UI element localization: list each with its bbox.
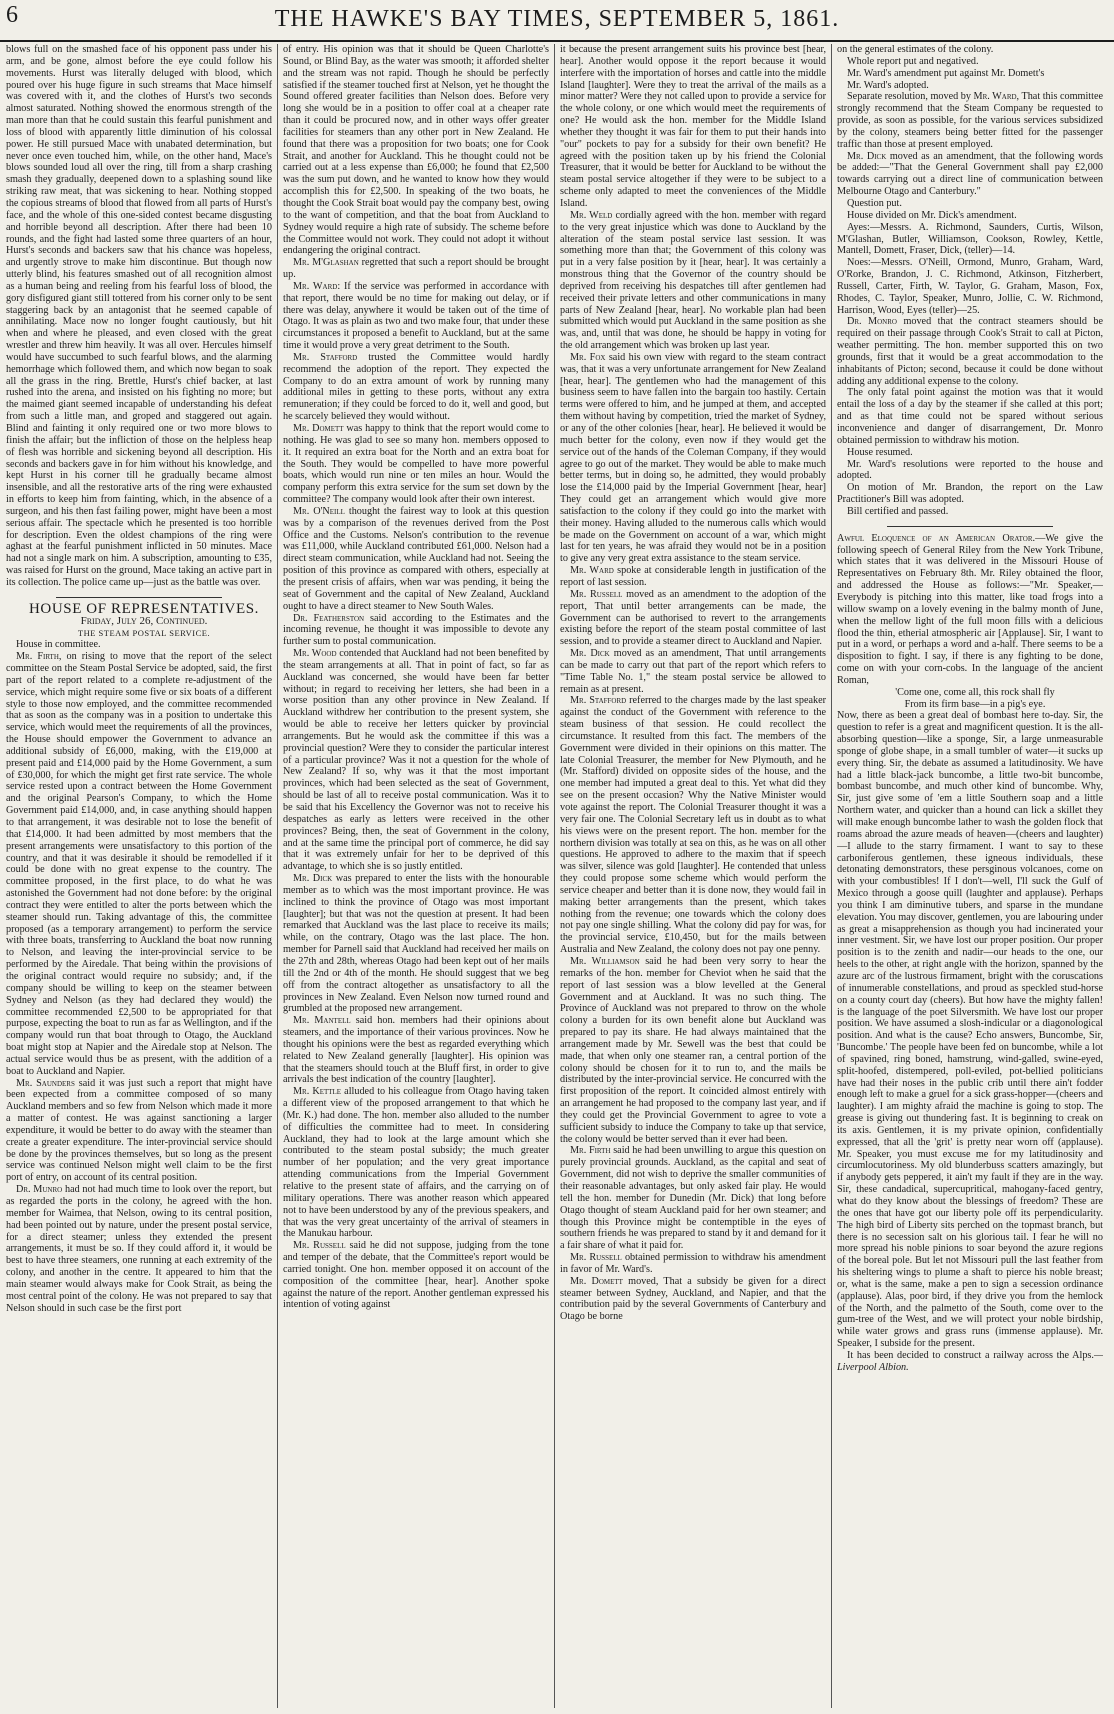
noes-list: Noes:—Messrs. O'Neill, Ormond, Munro, Graham, Ward, O'Rorke, Brandon, J. C. Richmond, Atkinson, Fitzherbert, Russell, Carter, Firth, W. Taylor, G. Graham, Mason, Fox, Rhodes, C. Taylor, Speaker, Munro, Jollie, C. W. Richmond, Harrison, Wood, Eyes (teller)—25. [837, 257, 1103, 316]
proceedings-line: Mr. Ward's amendment put against Mr. Domett's [847, 67, 1045, 79]
speech-text: moved, That a subsidy be given for a direct steamer between Sydney, Auckland, and Napier, and that the contribution paid by the several Governments of Canterbury and Otago be borne [560, 1275, 826, 1323]
speaker: Mr. O'Neill [293, 505, 345, 517]
speech [560, 648, 826, 695]
speaker: Mr. Ward: [293, 280, 341, 292]
speech [560, 1252, 826, 1276]
column-4 [837, 44, 1103, 1708]
speaker: Mr. Domett [293, 423, 344, 434]
speaker: Dr. Munro [16, 1184, 63, 1196]
speech [283, 1240, 549, 1311]
railway-text: It has been decided to construct a railway across the Alps. [847, 1349, 1094, 1361]
speech-text: said he had been unwilling to argue this question on purely provincial grounds. Auckland, as the capital and seat of Government, did not wish to deprive the smaller communities of their reasonable advantages, but only asked fair play. He would tell the hon. member for Dunedin (Mr. Dick) that long before Otago thought of steam Auckland paid for her own steamer; and though this Province might be contemptible in the eyes of southern friends he was prepared to stand by it and demand for it a fair share of what it paid for. [560, 1145, 826, 1252]
newspaper-title: THE HAWKE'S BAY TIMES, SEPTEMBER 5, 1861. [274, 6, 840, 32]
column-rule [831, 44, 832, 1708]
resolution [837, 91, 1103, 150]
committee-line: House in committee. [16, 639, 101, 651]
speech-text: was prepared to enter the lists with the honourable member as to which was the most important province. He was inclined to think the province of Otago was most important [laughter]; but that was not the question at present. It had been remarked that Auckland was the last place to receive its mails; while, on the contrary, Otago was the last place. The hon. member for Parnell said that Auckland had received her mails on the 27th and 28th, whereas Otago had been kept out of her mails till the 2nd or 4th of the month. He should suggest that we beg off from the contract altogether as unsatisfactory to all the provinces in New Zealand. Even Nelson now turned round and grumbled at the proposed new arrangement. [283, 873, 549, 1015]
speech [283, 1086, 549, 1240]
speech-text: obtained permission to withdraw his amendment in favor of Mr. Ward's. [560, 1252, 826, 1275]
speech [560, 695, 826, 956]
ayes-list: Ayes:—Messrs. A. Richmond, Saunders, Curtis, Wilson, M'Glashan, Butler, Williamson, Cookson, Rowley, Kettle, Mantell, Domett, Fraser, Dick, (teller)—14. [837, 221, 1103, 257]
speaker: Mr. Saunders [16, 1077, 75, 1089]
proceedings-line: The only fatal point against the motion was that it would entail the loss of a day by the steamer if she called at this port; and as that time could not be spared without serious inconvenience and danger of disarrangement, Dr. Monro obtained permission to withdraw his motion. [837, 387, 1103, 446]
speech [560, 565, 826, 589]
speech [283, 873, 549, 1015]
section-divider [887, 526, 1053, 527]
speech-text: was happy to think that the report would come to nothing. He was glad to see so many hon. members opposed to it. It required an extra boat for the North and an extra boat for the South. They would be compelled to have more powerful boats, which would run nine or ten miles an hour. Would the company perform this extra service for the sum set down by the committee? The company would look after their own interest. [283, 423, 549, 506]
speech [283, 423, 549, 506]
article-opening [837, 533, 1103, 687]
speech [283, 281, 549, 352]
speaker: Mr. Domett [570, 1275, 623, 1287]
continued-speech: of entry. His opinion was that it should be Queen Charlotte's Sound, or Blind Bay, as the water was smooth; it afforded shelter and the stream was not rapid. Though he should be perfectly satisfied if the steamer touched first at Nelson, yet he thought the Sound offered greater facilities than Nelson does. Before very long she would be in a position to offer coal at a cheaper rate than it could be procured now, and in other ways offer greater facilities for steamers than any other port in New Zealand. He found that there was a proposition for two boats; one for Cook Strait, and another for Auckland. This he thought could not be carried out at a less expense than £6,000; he found that £2,500 was the sum put down, and he wanted to know how they would accomplish this for £2,500. In speaking of the two boats, he thought the Cook Strait boat would pay the company best, owing to the want of competition, and that the boat from Auckland to Sydney would require a high rate of subsidy. The scheme before the Committee would not work. They could not adopt it without endangering the original contract. [283, 44, 549, 257]
proceedings-line: Mr. Ward's adopted. [847, 79, 929, 91]
speaker: Mr. Ward, [973, 91, 1020, 103]
resolution-text: That this committee strongly recommend that the Steam Company be requested to provide, as soon as possible, for the various services subsidized by the colony, steamers being better fitted for the passenger traffic than those at present employed. [837, 91, 1103, 150]
speech [560, 956, 826, 1146]
speech-text: said it was just such a report that might have been expected from a committee composed of so many Auckland members and so few from Nelson which made it more a matter of contest. He was against sanctioning a larger expenditure, it would be better to do away with the steamer than create a greater expenditure. The inter-provincial service should be done by the provinces themselves, but so long as the present service was continued Nelson might well claim to be the first port of entry, on account of its central position. [6, 1077, 272, 1184]
speech-text: said hon. members had their opinions about steamers, and the importance of their various provinces. Now he thought his opinions were the best as regarded everything which related to New Zealand generally [laughter]. His opinion was that the steamers should touch at the Bluff first, in order to give arrivals the best indication of the country [laughter]. [283, 1015, 549, 1086]
speaker: Mr. Fox [570, 351, 606, 363]
proceedings-line: Mr. Ward's resolutions were reported to the house and adopted. [837, 458, 1103, 482]
date-line: Friday, July 26, Continued. [80, 614, 208, 627]
speech-text: had not had much time to look over the report, but as regarded the ports in the colony, he agreed with the hon. member for Waimea, that Nelson, owing to its central position, had been pointed out by nature, under the present postal service, for a direct steamer; unless they extended the present arrangements, it must be so. If they could afford it, it would be best to have three steamers, one running at each extremity of the colony, and another in the centre. It appeared to him that the main steamer would always make for Cook Strait, as being the most central point of the colony. He was not prepared to say that Nelson should in such case be the first port [6, 1184, 272, 1314]
section-divider [56, 597, 222, 598]
proceedings-line: On motion of Mr. Brandon, the report on the Law Practitioner's Bill was adopted. [837, 482, 1103, 506]
speech [560, 589, 826, 648]
proceedings-line: House resumed. [847, 446, 913, 458]
proceedings-line: on the general estimates of the colony. [837, 44, 994, 55]
proceedings-line: Bill certified and passed. [847, 505, 949, 517]
speech-text: cordially agreed with the hon. member with regard to the very great injustice which was done to Auckland by the alteration of the steam postal service last session. It was something more than that; the Government of this colony was put in a very false position by it [hear, hear]. It was certainly a monstrous thing that the Governor of the country should be deprived from receiving his despatches till after gentlemen had received their private letters and other communications in many parts of New Zealand [hear, hear]. No workable plan had been submitted which would put Auckland in the same position as she was, and, until that was done, he should be happy in voting for the old arrangement which was broken up last year. [560, 209, 826, 352]
speech [6, 1078, 272, 1185]
speaker: Mr. Russell [570, 588, 623, 600]
column-2 [283, 44, 549, 1708]
house-heading: HOUSE OF REPRESENTATIVES. [28, 600, 260, 617]
speaker: Mr. Dick [847, 150, 887, 162]
verse-line: From its firm base—in a pig's eye. [904, 698, 1046, 710]
resolution-lead: Separate resolution, moved by [847, 91, 971, 103]
speech-text: said according to the Estimates and the incoming revenue, he thought it was impossible to devote any further sum to postal communication. [283, 612, 549, 648]
speaker: Mr. Stafford [570, 695, 627, 707]
speaker: Mr. M'Glashan [293, 257, 359, 269]
verse-line: 'Come one, come all, this rock shall fly [895, 686, 1055, 698]
speech-text: moved that the contract steamers should be required on their passage through Cook's Strait to call at Picton, weather permitting. The hon. member supported this on two grounds, first that it would be a great accommodation to the inhabitants of Picton; second, because it could be done without adding any additional expense to the colony. [837, 316, 1103, 387]
amendment [837, 151, 1103, 198]
speech-text: If the service was performed in accordance with that report, there would be no time for making out delay, or if there was delay, anywhere it would be taken out of the time of Otago. It was as plain as two and two make four, that under these circumstances it proposed a benefit to Auckland, but at the same time it would prove a very great detriment to the South. [283, 280, 549, 352]
speech-text: moved as an amendment, That until arrangements can be made to carry out that part of the report which refers to "Time Table No. 1," the steam postal service be allowed to remain as at present. [560, 648, 826, 695]
speaker: Mr. Russell [293, 1240, 346, 1252]
speech-text: said he had been very sorry to hear the remarks of the hon. member for Cheviot when he said that the report of last session was a blow levelled at the General Government and at Auckland. It was no such thing. The Province of Auckland was not prepared to throw on the whole colony a burden for its own benefit alone but Auckland was prepared to pay its share. He had always maintained that the arrangement made by Mr. Sewell was the best that could be made, that when only one steamer ran, a central portion of the colony should be chosen for it to run to, and the mails be distributed by the inter-provincial service. He concurred with the first proposition of the report. It coincided almost entirely with an arrangement he had proposed to the company last year, and if they could get the Provincial Government to agree to vote a sufficient subsidy to induce the Company to take up that service, the colony would be better served than it ever had been. [560, 955, 826, 1145]
topic-heading: THE STEAM POSTAL SERVICE. [77, 627, 211, 638]
continued-speech: it because the present arrangement suits his province best [hear, hear]. Another would oppose it the report because it would interfere with the importation of horses and cattle into the middle Island [laughter]. Were they to treat the arrival of the mails as a minor matter? Were they not called upon to provide a service for the whole colony, or one which would meet the requirements of one? He would ask the hon. member for the Middle Island whether they thought it was fair for them to put their hands into "our" pockets to pay for a subsidy for their own benefit? He agreed with the position taken up by his friend the Colonial Treasurer, that it would be better for Auckland to be without the steam postal service altogether if they were to be subject to a scheme only adapted to meet the conveniences of the Middle Island. [560, 44, 826, 209]
article-title: Awful Eloquence of an American Orator. [837, 532, 1036, 544]
speech [283, 613, 549, 649]
speaker: Mr. Russell [570, 1252, 622, 1264]
column-3 [560, 44, 826, 1708]
column-1 [6, 44, 272, 1708]
speech-text: on rising to move that the report of the select committee on the Steam Postal Service be adopted, said, the first part of the report related to a complete re-adjustment of the service, which might require some five or six boats of a different style to those now employed, and the committee recommended that as soon as the company was in a position to undertake this service, which would meet the requirements of all the provinces, the House should empower the Government to advance an additional subsidy of £6,000, making, with the £19,000 at present paid and £14,000 paid by the Home Government, a sum of £30,000, for which the might get first rate service. The whole service rested upon a contract between the Home Government and the original Pearson's Company, to which the Home Government paid £14,000, and, in case anything should happen to that arrangement, it was desirable not to lose the benefit of that £14,000. It had been admitted by most members that the present arrangements were unsatisfactory to this portion of the country, and that it was desirable it should be remodelled if it could be done with no great expense to the country. The committee proposed, in the first place, to do what he was astonished the Government had not done before: by the original contract they were entitled to alter the ports between which the steamer should run. Taking advantage of this, the committee proposed (as a temporary arrangement) to perform the service with three boats, transferring to Auckland the boat now running to Nelson, and leaving the inter-provincial service to be performed by the Airedale. That being within the provisions of the original contract would require no subsidy; and, if the company should be willing to keep on the steamer between Sydney and Nelson (as they had declared they would) the committee recommended £2,500 to be appropriated for that purpose, expecting the boat to run as far as Wellington, and if the company would run that boat through to Otago, the Auckland boat might stop at Napier and the Airedale stop at Nelson. The actual service would thus be as present, with the addition of a boat to Auckland and Napier. [6, 651, 272, 1077]
speech-text: referred to the charges made by the last speaker against the conduct of the Government with reference to the steam business of that session. He could recollect the circumstance. It resulted from this fact. The members of the Government were divided in their opinions on this matter. The late Colonial Treasurer, the member for New Plymouth, and he (Mr. Stafford) divided on opposite sides of the house, and the one member had imputed a great deal to this. Yet what did they see on the present occasion? Why the Native Minister would vote against the report. The Colonial Treasurer thought it was a very fair one. The Colonial Secretary left us in doubt as to what his views were on the present report. The hon. member for the northern division was totally at sea on this, as he was on all other questions. He approved to adhere to the maxim that if speech was silver, silence was gold [laughter]. He contended that unless they could propose some scheme which would perform the service cheaper and better than it is done now, they would fail in making better arrangements than the present, which takes nothing from the revenue; one towards which the colony does not pay one single shilling. What the colony did pay for was, for the provincial service, £10,450, but for the mails between Australia and New Zealand, the colony does not pay one penny. [560, 695, 826, 956]
speaker: Mr. Williamson [570, 955, 640, 967]
prize-fight-report: blows full on the smashed face of his opponent pass under his arm, and be gone, almost before the eye could follow his movements. Hurst was literally deluged with blood, which poured over his huge figure in such streams that Mace himself was covered with it, and the clothes of Hurst's two seconds almost saturated. Nothing showed the enormous strength of the man more than that he could sustain this fearful punishment and loss of blood with apparently little diminution of his colossal power. He still pursued Mace with unabated determination, but never once even touched him, while, on the other hand, Mace's blows sounded loud all over the ring, till from a sharp crashing smash they gradually, deepened down to a splashing sound like striking raw meat, that was sickening to hear. Nothing stopped the copious streams of blood that flowed from all parts of Hurst's face, and the whole of this one-sided contest became disgusting and horrible beyond all description. After there had been 10 rounds, and the fight had lasted some three quarters of an hour, Hurst's seconds and backers saw that his chance was hopeless, and urgently strove to make him discontinue. But though now utterly blind, his features smashed out of all recognition almost as a human being and reeling from his fearful loss of blood, the gory disfigured giant still tottered from his corner only to be sent staggering back by an antagonist that he seemed capable of annihilating. Mace now no longer fought cautiously, but hit when and where he pleased, and even closed with the great wrestler and threw him heavily. It was all over. Hercules himself would have succumbed to such fearful blows, and the alarming hemorrhage which followed them, and which now began to soak all the grass in the ring. Brettle, Hurst's chief backer, at last rushed into the arena, and insisted on his fighting no more; but the maimed giant seemed incapable of understanding his defeat from such a little man, and groped and staggered out again. Blind and fainting it only required one or two more blows to finish the affair; but the infliction of those on the helpless heap of flesh was horrible and sickening beyond all description. His seconds and backers gave in for him without his knowledge, and kept Hurst in his corner till he gradually became almost insensible, and all the restorative arts of the ring were exhausted in efforts to keep him from fainting, which, in the absence of a surgeon, and his then fast failing power, might have been a most serious affair. The spectacle which he presented is too horrible for description. Even the oldest champions of the ring were aghast at the fearful punishment inflicted in 50 minutes. Mace had not a single mark on him. A subscription, amounting to £35, was raised for Hurst on the ground, Mace taking an active part in its collection. The police came up—just as the battle was over. [6, 44, 272, 588]
speaker: Mr. Firth, [16, 651, 62, 663]
speaker: Mr. Wood [293, 648, 337, 660]
speech-text: thought the fairest way to look at this question was by a comparison of the revenues derived from the Post Office and the Customs. Nelson's contribution to the revenue was £11,000, while Auckland contributed £61,000. Nelson had a direct steam communication, while Auckland had not. Seeing the position of this province as compared with others, especially at the present crisis of affairs, when war was pending, it being the seat of Government and the capital of New Zealand, Auckland ought to have a direct steamer to New South Wales. [283, 505, 549, 612]
article-intro: —We give the following speech of General Riley from the New York Tribune, which states that it was delivered in the Missouri House of Representatives on February 8th. Mr. Riley obtained the floor, and addressed the House as follows:—"Mr. Speaker,—Everybody is pitching into this matter, like toad frogs into a willow swamp on a lovely evening in the balmy month of June, when the mellow light of the full moon fills with a delicious flood the thin, etherial atmospheric air [Applause]. Sir, I want to put in a word, or perhaps a word and a-half. There seems to be a disposition to fight. I say, if there is any fighting to be done, come on with your corn-cobs. In the language of the ancient Roman, [837, 532, 1103, 686]
speaker: Mr. Weld [570, 209, 613, 221]
speech [560, 1145, 826, 1252]
speech [6, 1184, 272, 1314]
source-credit: —Liverpool Albion. [837, 1349, 1103, 1373]
speech [560, 210, 826, 352]
column-rule [277, 44, 278, 1708]
railway-note [837, 1350, 1103, 1374]
speaker: Mr. Firth [570, 1145, 611, 1157]
proceedings-line: Whole report put and negatived. [847, 55, 979, 67]
speech-text: regretted that such a report should be brought up. [283, 257, 549, 281]
division-line: House divided on Mr. Dick's amendment. [847, 209, 1017, 221]
speech-text: moved as an amendment to the adoption of the report, That until better arrangements can be made, the Government can be authorised to revert to the arrangements existing before the report of the steam postal committee of last session, and to provide a steamer direct to Auckland and Napier. [560, 588, 826, 648]
speaker: Mr. Kettle [293, 1086, 342, 1098]
speech [560, 352, 826, 565]
speaker: Dr. Monro [847, 316, 897, 328]
speech-text: said his own view with regard to the steam contract was, that it was a very unfortunate arrangement for New Zealand [hear, hear]. The gentlemen who had the management of this business seem to have fallen into the bargain too hastily. Certain terms were offered to him, and he jumped at them, and accepted them without having by competition, tried the market of Sydney, or any of the other colonies [hear, hear]. He believed it would be much better for the colony, even now if they would get the service out of the hands of the Coleman Company, if they would agree to go out of the market. They would be able to make much better terms, but in doing so, he admitted, they would probably lose the £14,000 paid by the Imperial Government [hear, hear] They could get an arrangement which would give more satisfaction to the colony if they could go into the market with their money. Having alluded to the numerous calls which would be made on the Government on account of a war, which might last for ten years, he was afraid they would not be in a position to give any very great extra assistance to the steam service. [560, 351, 826, 565]
masthead [0, 0, 1114, 42]
speech [560, 1276, 826, 1323]
speech-text: contended that Auckland had not been benefited by the steam arrangements at all. That in point of fact, so far as Auckland was concerned, she would have been far better without; in regard to receiving her letters, she had been in a worse position than any other province in New Zealand. If Auckland withdrew her contribution to the present system, she would be able to receive her letters quicker by provincial arrangements. But he would ask the committee if this was a provincial question? Were they to consider the particular interest of a particular province? Was it not a question for the whole of New Zealand? If so, why was it that the most important provinces, which had been selected as the seat of Government, should be last of all to receive postal communication. Was it to be said that his Excellency the Governor was not to receive his despatches as early as letters were received in the other provinces? Being, then, the seat of Government in the colony, and at the same time the principal port of commerce, he did say that it was extremely unfair for her to be deprived of this advantage, to which she is so justly entitled. [283, 648, 549, 873]
speaker: Mr. Dick [293, 873, 333, 885]
speech [283, 1015, 549, 1086]
speaker: Mr. Mantell [293, 1015, 351, 1027]
speech-text: trusted the Committee would hardly recommend the adoption of the report. They expected the Company to do an extra amount of work by running many additional miles in getting to these ports, without any extra remuneration; if they could be forced to do it, well and good, but he scarcely believed they would without. [283, 351, 549, 423]
division-line: Question put. [847, 197, 902, 209]
speech [283, 257, 549, 281]
speech [283, 352, 549, 423]
speaker: Mr. Ward [570, 565, 614, 577]
speech [6, 651, 272, 1077]
speech [837, 316, 1103, 387]
speech [283, 506, 549, 613]
speech [283, 648, 549, 873]
speaker: Mr. Dick [570, 648, 610, 660]
page-number: 6 [6, 2, 18, 28]
speech-text: alluded to his colleague from Otago having taken a different view of the proposed arrangement to that which he (Mr. K.) had done. The hon. member also alluded to the number of difficulties the committee had to meet. In considering Auckland, they had to look at the large amount which she contributed to the steam postal subsidy; the much greater number of her population; and the very great importance attending communications from the Imperial Government relative to the present state of affairs, and the carrying on of military operations. There was another reason which appeared not to have been understood by any of the previous speakers, and that was the very great uncertainty of the arrival of steamers in the Manukau harbour. [283, 1086, 549, 1240]
article-body: Now, there as been a great deal of bombast here to-day. Sir, the question to refer is a great and magnificent question. It is the all-absorbing question—like a sponge, Sir, a large unmeasurable sponge of globe shape, in a small tumbler of water—it sucks up every thing. Sir, the debate as assumed a latitudinosity. We have had a little black-jack buncombe, a little two-bit buncombe, bombast buncombe, and much other kind of buncombe. Why, Sir, just give some of 'em a little Southern soap and a little Northern water, and quicker than a hound can lick a skillet they will make enough buncombe lather to wash the golden flock that roams abroad the azure meads of heaven—(cheers and laughter)—I allude to the starry firmament. I want to say to these carboniferous gentlemen, these igneous individuals, these detonating demonstrators, these persginous volcanoes, come on with your combustibles! If I don't—well, I'll suck the Gulf of Mexico through a goose quill (laughter and applause). Perhaps you think I am diminutive tubers, and sparse in the mundane elevation. You may discover, gentlemen, you are labouring under as great a misapprehension as though you had incinerated your inner vestment. Sir, we have lost our proper position. Our proper position is to the zenith and nadir—our heads to the one, our heels to the other, at right angle with the horizon, spanned by the azure arc of the lustrous firmament, bright with the coruscations of innumerable constellations, and proud as speckled stud-horse on a county court day (cheers). But how have the mighty fallen! is the language of the poet Silversmith. We have lost our proper position. We have assumed a slosh-indicular or a diagonological position. And what is the cause? Echo answers, Buncombe, Sir, 'Buncombe.' The people have been fed on buncombe, while a lot of spavined, ring boned, hamstrung, wind-galled, swine-eyed, split-hoofed, distempered, poll-eviled, pot-bellied politicians have had their noses in the public crib until there ain't fodder enough left to make a gruel for a sick grass-hopper—(cheers and laughter). I am mighty afraid the machine is going to stop. The grease is giving out thundering fast. It is beginning to creak on its axis. Gentlemen, it is my private opinion, confidentially expressed, that all the 'grit' is pretty near worn off (applause). Mr. Speaker, you must excuse me for my latitudinosity and circumlocutoriness. My old blunderbuss scatters amazingly, but if anybody gets peppered, it ain't my fault if they are in the way. Sir, these candadical, supercupritical, mahogany-faced gentry, what do they know about the blessings of freedom? These are the ones that have got our liberty pole off its perpendicularity. The high bird of Liberty sits perched on the topmast branch, but there is no secession salt on his glorious tail. I fear he will no more spread his noble pinions to soar beyond the azure regions of the boreal pole. But let not Missouri pull the last feather from his sheltering wings to plume a shaft to pierce his noble breast; or, what is the same, make a pen to sign a secession ordinance (applause). Alas, poor bird, if they drive you from the hemlock of the North, and the palmetto of the South, come over to the gum-tree of the West, and we will protect your noble birdship, while water grows and grass runs (immense applause). Mr. Speaker, I subside for the present. [837, 710, 1103, 1350]
amendment-text: moved as an amendment, that the following words be added:—"That the General Government shall pay £2,000 towards carrying out a direct line of communication between Melbourne Otago and Canterbury." [837, 150, 1103, 198]
speech-text: said he did not suppose, judging from the tone and temper of the debate, that the Committee's report would be carried tonight. One hon. member opposed it on account of the composition of the committee [hear, hear]. Another spoke against the nature of the report. Another gentleman expressed his intention of voting against [283, 1240, 549, 1311]
column-rule [554, 44, 555, 1708]
speaker: Dr. Featherston [293, 612, 365, 624]
speech-text: spoke at considerable length in justification of the report of last session. [560, 565, 826, 588]
speaker: Mr. Stafford [293, 351, 358, 363]
